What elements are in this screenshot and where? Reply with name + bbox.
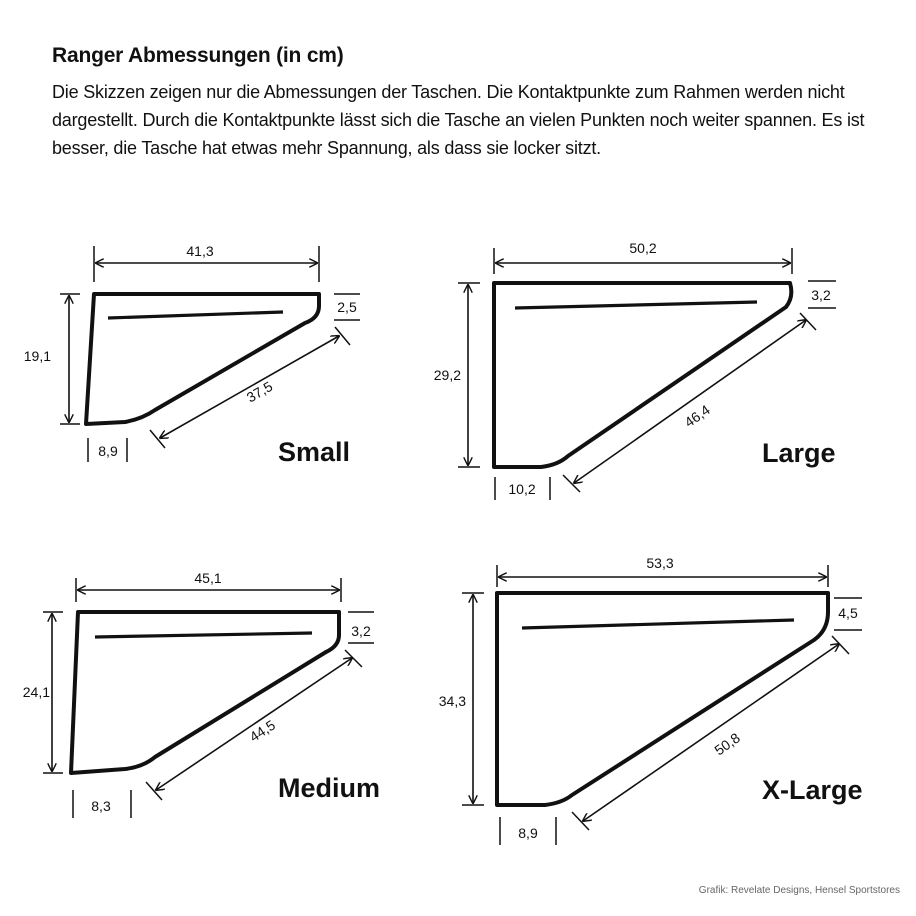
height-value: 19,1 bbox=[23, 348, 51, 364]
page-title: Ranger Abmessungen (in cm) bbox=[52, 44, 344, 67]
diagonal-dimension bbox=[160, 336, 339, 438]
front-height-value: 3,2 bbox=[351, 623, 371, 639]
diagonal-value: 46,4 bbox=[681, 401, 713, 431]
bottom-width-value: 8,9 bbox=[98, 443, 118, 459]
zipper-seam bbox=[95, 633, 312, 637]
front-height-value: 2,5 bbox=[337, 299, 357, 315]
zipper-seam bbox=[108, 312, 283, 318]
height-value: 29,2 bbox=[433, 367, 461, 383]
bag-small bbox=[24, 243, 360, 467]
height-value: 34,3 bbox=[438, 693, 466, 709]
diagonal-value: 44,5 bbox=[246, 716, 279, 745]
zipper-seam bbox=[515, 302, 757, 308]
description: Die Skizzen zeigen nur die Abmessungen der Taschen. Die Kontaktpunkte zum Rahmen werden nicht dargestellt. Durch die Kontaktpunkte lässt sich die Tasche an vielen Punkten noch weiter spannen. Es ist besser, die Tasche hat etwas mehr Spannung, als dass sie locker sitzt. bbox=[52, 82, 865, 158]
bottom-width-value: 10,2 bbox=[508, 481, 536, 497]
diagonal-value: 50,8 bbox=[711, 729, 743, 759]
bag-medium bbox=[23, 570, 380, 818]
top-width-value: 50,2 bbox=[629, 240, 657, 256]
bag-large bbox=[434, 240, 836, 500]
diagonal-dimension bbox=[156, 658, 352, 790]
size-label: Small bbox=[278, 437, 351, 467]
front-height-value: 4,5 bbox=[838, 605, 858, 621]
zipper-seam bbox=[522, 620, 794, 628]
front-height-value: 3,2 bbox=[811, 287, 831, 303]
bag-outline bbox=[494, 283, 791, 467]
height-value: 24,1 bbox=[22, 684, 50, 700]
bottom-width-value: 8,9 bbox=[518, 825, 538, 841]
size-label: X-Large bbox=[762, 775, 863, 805]
diagonal-value: 37,5 bbox=[243, 377, 276, 406]
top-width-value: 41,3 bbox=[186, 243, 214, 259]
bottom-width-value: 8,3 bbox=[91, 798, 111, 814]
size-label: Large bbox=[762, 438, 836, 468]
size-label: Medium bbox=[278, 773, 381, 803]
top-width-value: 45,1 bbox=[194, 570, 222, 586]
bag-xlarge bbox=[439, 555, 863, 845]
image-credit: Grafik: Revelate Designs, Hensel Sportstores bbox=[698, 885, 900, 896]
top-width-value: 53,3 bbox=[646, 555, 674, 571]
